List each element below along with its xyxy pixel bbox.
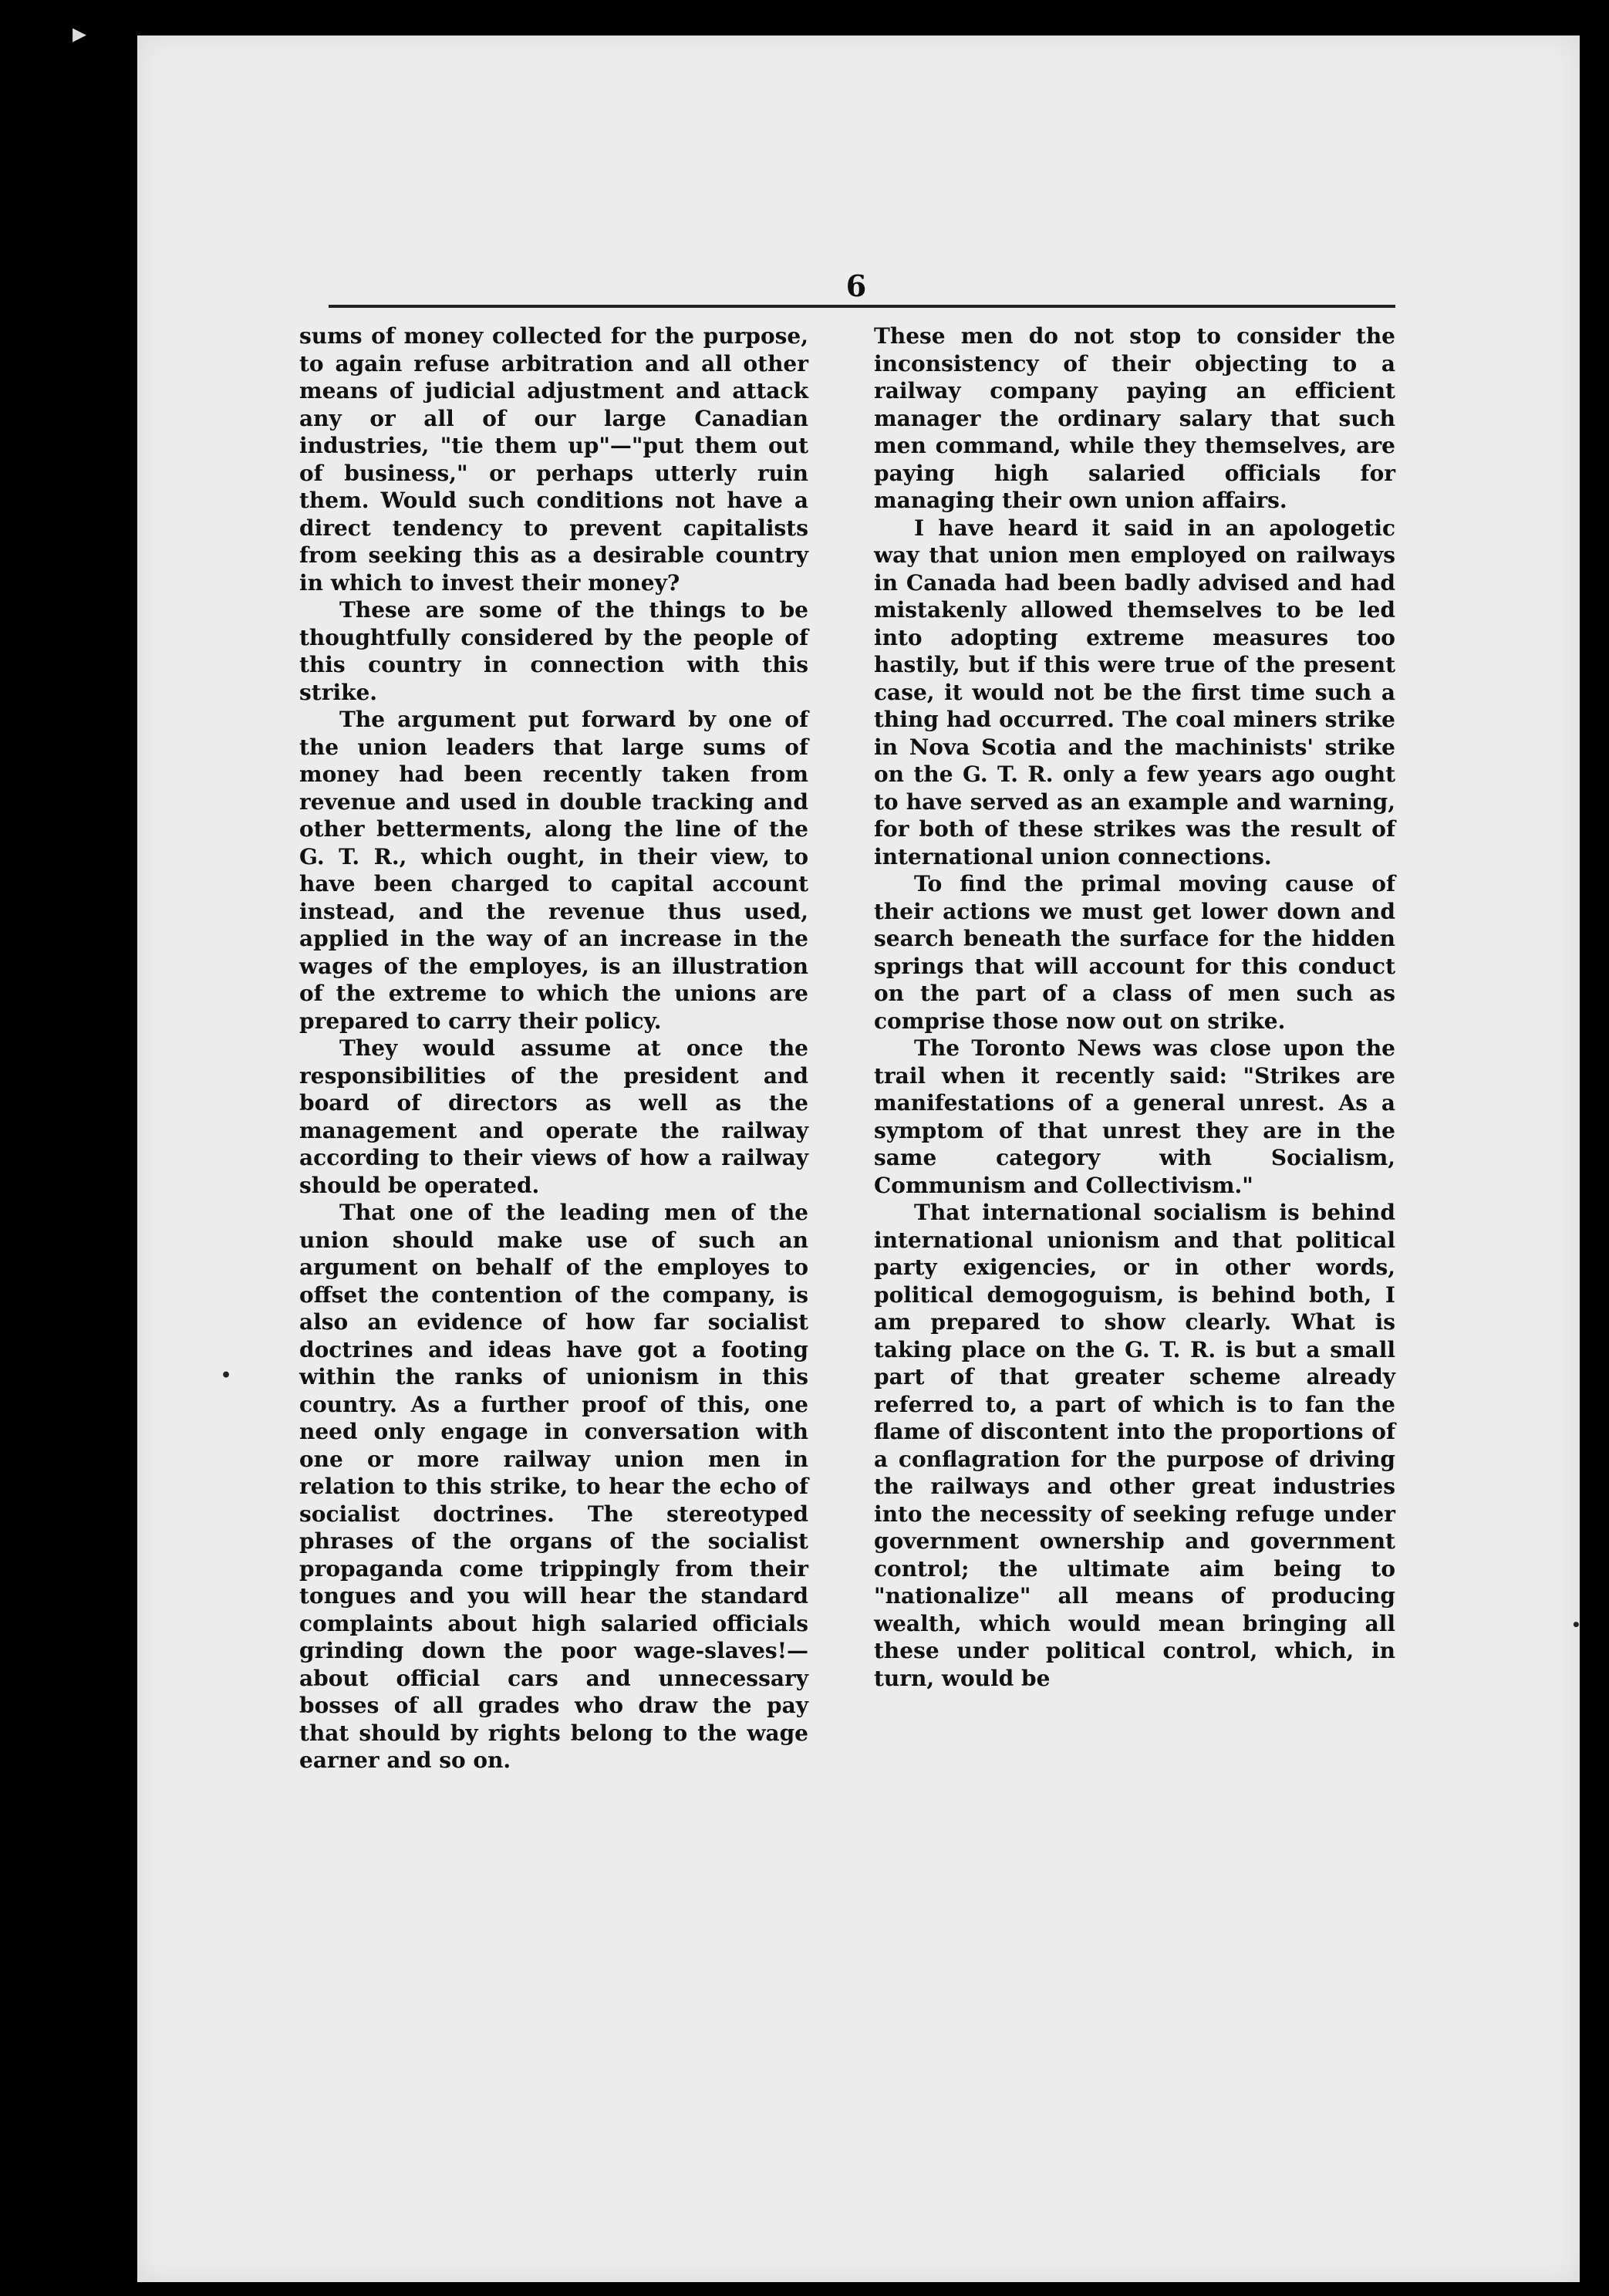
right-paragraph-2: I have heard it said in an apologetic way that union men employed on railways in Canada had been badly advised and had mistakenly allowed themselves to be led into adopting extreme measures too hastily, but if this were true of the present case, it would not be the first time such a thing had occurred. The coal miners strike in Nova Scotia and the machinists' strike on the G. T. R. only a few years ago ought to have served as an example and warning, for both of these strikes was the result of international union connections. [874, 515, 1395, 869]
left-paragraph-2: These are some of the things to be thoughtfully considered by the people of this country in connection with this strike. [299, 597, 808, 705]
right-margin-dot: • [1571, 1616, 1581, 1634]
left-paragraph-3: The argument put forward by one of the union leaders that large sums of money had been recently taken from revenue and used in double tracking and other betterments, along the line of the G. T. R., which ought, in their view, to have been charged to capital account instead, and the revenue thus used, applied in the way of an increase in the wages of the employes, is an illustration of the extreme to which the unions are prepared to carry their policy. [299, 707, 808, 1034]
header-rule [329, 305, 1395, 308]
page-number: 6 [845, 268, 867, 303]
right-paragraph-3: To find the primal moving cause of their actions we must get lower down and search beneath the surface for the hidden springs that will account for this conduct on the part of a class of men such as comprise those now out on strike. [874, 871, 1395, 1034]
right-paragraph-4: The Toronto News was close upon the trail when it recently said: "Strikes are manifestations of a general unrest. As a symptom of that unrest they are in the same category with Socialism, Communism and Collectivism." [874, 1035, 1395, 1198]
right-paragraph-1: These men do not stop to consider the inconsistency of their objecting to a railway company paying an efficient manager the ordinary salary that such men command, while they themselves, are paying high salaried officials for managing their own union affairs. [874, 323, 1395, 513]
left-paragraph-5: That one of the leading men of the union should make use of such an argument on behalf of the employes to offset the contention of the company, is also an evidence of how far socialist doctrines and ideas have got a footing within the ranks of unionism in this country. As a further proof of this, one need only engage in conversation with one or more railway union men in relation to this strike, to hear the echo of socialist doctrines. The stereotyped phrases of the organs of the socialist propaganda come trippingly from their tongues and you will hear the standard complaints about high salaried officials grinding down the poor wage-slaves!—about official cars and unnecessary bosses of all grades who draw the pay that should by rights belong to the wage earner and so on. [299, 1200, 808, 1773]
right-paragraph-5: That international socialism is behind international unionism and that political party exigencies, or in other words, political demogoguism, is behind both, I am prepared to show clearly. What is taking place on the G. T. R. is but a small part of that greater scheme already referred to, a part of which is to fan the flame of discontent into the proportions of a conflagration for the purpose of driving the railways and other great industries into the necessity of seeking refuge under government ownership and government control; the ultimate aim being to "nationalize" all means of producing wealth, which would mean bringing all these under political control, which, in turn, would be [874, 1200, 1395, 1691]
left-paragraph-4: They would assume at once the responsibilities of the president and board of directors as well as the management and operate the railway according to their views of how a railway should be operated. [299, 1035, 808, 1198]
left-margin-dot: • [221, 1366, 232, 1386]
left-column [299, 322, 808, 1774]
right-column [874, 322, 1395, 1692]
top-left-ink-mark: ▸ [73, 17, 87, 49]
left-paragraph-1: sums of money collected for the purpose, to again refuse arbitration and all other means of judicial adjustment and attack any or all of our large Canadian industries, "tie them up"—"put them out of business," or perhaps utterly ruin them. Would such conditions not have a direct tendency to prevent capitalists from seeking this as a desirable country in which to invest their money? [299, 323, 808, 596]
